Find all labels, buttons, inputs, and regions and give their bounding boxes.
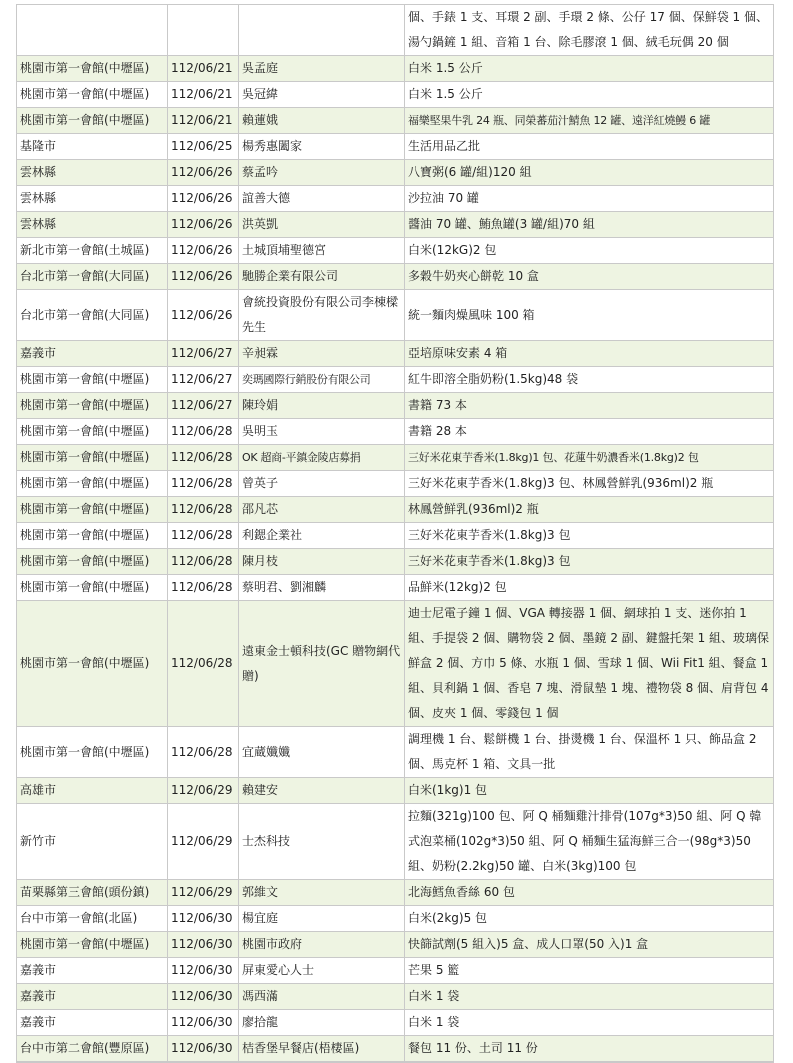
donor-cell — [239, 1062, 405, 1063]
table-row — [17, 601, 774, 727]
donor-cell: 洪英凱 — [239, 212, 405, 238]
item-cell: 三好米花東芋香米(1.8kg)3 包、林鳳營鮮乳(936ml)2 瓶 — [405, 471, 774, 497]
item-cell: 亞培原味安素 4 箱 — [405, 341, 774, 367]
table-row — [17, 5, 774, 56]
unit-cell: 桃園市第一會館(中壢區) — [17, 727, 168, 778]
item-cell: 芒果 5 籃 — [405, 958, 774, 984]
donor-cell: 吳冠緯 — [239, 82, 405, 108]
donor-cell: 蔡孟吟 — [239, 160, 405, 186]
table-row — [17, 341, 774, 367]
donor-cell: 會統投資股份有限公司李棟樑先生 — [239, 290, 405, 341]
table-row — [17, 419, 774, 445]
date-cell: 112/06/27 — [168, 341, 239, 367]
donor-cell: 桃園市政府 — [239, 932, 405, 958]
unit-cell — [17, 1062, 168, 1063]
donor-cell: 曾英子 — [239, 471, 405, 497]
unit-cell: 新北市第一會館(土城區) — [17, 238, 168, 264]
table-row — [17, 778, 774, 804]
item-cell: 餐包 11 份、土司 11 份 — [405, 1036, 774, 1062]
table-row — [17, 575, 774, 601]
table-row — [17, 932, 774, 958]
item-cell: 白米 1.5 公斤 — [405, 56, 774, 82]
table-row — [17, 727, 774, 778]
item-cell: 迪士尼電子鐘 1 個、VGA 轉接器 1 個、網球拍 1 支、迷你拍 1 組、手提袋 2 個、購物袋 2 個、墨鏡 2 副、鍵盤托架 1 組、玻璃保鮮盒 2 個、方巾 5 條、水瓶 1 個、雪球 1 個、Wii Fit1 組、餐盒 1 組、貝利鍋 1 個、香皂 7 塊、滑鼠墊 1 塊、禮物袋 8 個、肩背包 4 個、皮夾 1 個、零錢包 1 個 — [405, 601, 774, 727]
item-cell — [405, 1062, 774, 1063]
table-row — [17, 264, 774, 290]
item-cell: 醬油 70 罐、鮪魚罐(3 罐/組)70 組 — [405, 212, 774, 238]
date-cell: 112/06/27 — [168, 367, 239, 393]
item-cell: 白米 1.5 公斤 — [405, 82, 774, 108]
donor-cell: 遠東金士頓科技(GC 贈物網代贈) — [239, 601, 405, 727]
date-cell: 112/06/28 — [168, 471, 239, 497]
item-cell: 調理機 1 台、鬆餅機 1 台、掛燙機 1 台、保溫杯 1 只、飾品盒 2 個、馬克杯 1 箱、文具一批 — [405, 727, 774, 778]
date-cell: 112/06/26 — [168, 212, 239, 238]
item-cell: 三好米花東芋香米(1.8kg)3 包 — [405, 549, 774, 575]
date-cell: 112/06/26 — [168, 160, 239, 186]
donor-cell: 辛昶霖 — [239, 341, 405, 367]
unit-cell: 台中市第一會館(北區) — [17, 906, 168, 932]
donor-cell: 郭維文 — [239, 880, 405, 906]
item-cell: 書籍 28 本 — [405, 419, 774, 445]
unit-cell: 桃園市第一會館(中壢區) — [17, 393, 168, 419]
donor-cell: 吳明玉 — [239, 419, 405, 445]
unit-cell: 桃園市第一會館(中壢區) — [17, 471, 168, 497]
item-cell: 北海鱈魚香絲 60 包 — [405, 880, 774, 906]
unit-cell: 台中市第二會館(豐原區) — [17, 1036, 168, 1062]
table-row — [17, 1010, 774, 1036]
table-row — [17, 906, 774, 932]
table-row — [17, 804, 774, 880]
table-row — [17, 238, 774, 264]
unit-cell: 桃園市第一會館(中壢區) — [17, 601, 168, 727]
date-cell: 112/06/28 — [168, 445, 239, 471]
item-cell: 沙拉油 70 罐 — [405, 186, 774, 212]
table-row — [17, 497, 774, 523]
date-cell: 112/06/28 — [168, 497, 239, 523]
item-cell: 統一麵肉燥風味 100 箱 — [405, 290, 774, 341]
donation-table — [16, 4, 774, 1063]
donor-cell: 賴建安 — [239, 778, 405, 804]
unit-cell: 桃園市第一會館(中壢區) — [17, 367, 168, 393]
date-cell: 112/06/29 — [168, 880, 239, 906]
date-cell: 112/06/28 — [168, 727, 239, 778]
date-cell: 112/06/30 — [168, 958, 239, 984]
donor-cell: 宜蔵孅孅 — [239, 727, 405, 778]
item-cell: 拉麵(321g)100 包、阿 Q 桶麵雞汁排骨(107g*3)50 組、阿 Q 韓式泡菜桶(102g*3)50 組、阿 Q 桶麵生猛海鮮三合一(98g*3)50 組、奶粉(2.2kg)50 罐、白米(3kg)100 包 — [405, 804, 774, 880]
unit-cell: 桃園市第一會館(中壢區) — [17, 549, 168, 575]
date-cell: 112/06/27 — [168, 393, 239, 419]
date-cell: 112/06/26 — [168, 186, 239, 212]
date-cell: 112/06/30 — [168, 1036, 239, 1062]
date-cell: 112/06/26 — [168, 238, 239, 264]
date-cell: 112/06/25 — [168, 134, 239, 160]
date-cell: 112/06/30 — [168, 1010, 239, 1036]
unit-cell: 嘉義市 — [17, 1010, 168, 1036]
table-row — [17, 108, 774, 134]
donation-table-body — [17, 5, 774, 1063]
date-cell: 112/06/30 — [168, 906, 239, 932]
donor-cell: 馳勝企業有限公司 — [239, 264, 405, 290]
item-cell: 白米(1kg)1 包 — [405, 778, 774, 804]
unit-cell: 桃園市第一會館(中壢區) — [17, 82, 168, 108]
donor-cell: 陳玲娟 — [239, 393, 405, 419]
item-cell: 白米 1 袋 — [405, 984, 774, 1010]
donor-cell: 利鍶企業社 — [239, 523, 405, 549]
item-cell: 白米(12kG)2 包 — [405, 238, 774, 264]
unit-cell: 桃園市第一會館(中壢區) — [17, 932, 168, 958]
table-row — [17, 393, 774, 419]
date-cell: 112/06/26 — [168, 290, 239, 341]
date-cell — [168, 1062, 239, 1063]
date-cell: 112/06/28 — [168, 523, 239, 549]
item-cell: 白米(2kg)5 包 — [405, 906, 774, 932]
item-cell: 三好米花東芋香米(1.8kg)3 包 — [405, 523, 774, 549]
donor-cell: 桔香堡早餐店(梧棲區) — [239, 1036, 405, 1062]
unit-cell: 基隆市 — [17, 134, 168, 160]
unit-cell: 高雄市 — [17, 778, 168, 804]
unit-cell: 桃園市第一會館(中壢區) — [17, 523, 168, 549]
donor-cell: 賴蓮娥 — [239, 108, 405, 134]
donor-cell: 誼善大德 — [239, 186, 405, 212]
table-row — [17, 958, 774, 984]
donor-cell: 土城頂埔聖德宮 — [239, 238, 405, 264]
item-cell: 林鳳營鮮乳(936ml)2 瓶 — [405, 497, 774, 523]
date-cell: 112/06/21 — [168, 108, 239, 134]
donor-cell: 蔡明君、劉湘麟 — [239, 575, 405, 601]
unit-cell: 雲林縣 — [17, 160, 168, 186]
date-cell: 112/06/26 — [168, 264, 239, 290]
table-row — [17, 984, 774, 1010]
item-cell: 個、手錶 1 支、耳環 2 副、手環 2 條、公仔 17 個、保鮮袋 1 個、湯勺鍋鏟 1 組、音箱 1 台、除毛膠滾 1 個、絨毛玩偶 20 個 — [405, 5, 774, 56]
date-cell: 112/06/28 — [168, 601, 239, 727]
unit-cell: 桃園市第一會館(中壢區) — [17, 56, 168, 82]
donor-cell: OK 超商-平鎮金陵店募捐 — [239, 445, 405, 471]
table-row — [17, 367, 774, 393]
item-cell: 三好米花東芋香米(1.8kg)1 包、花蓮牛奶濃香米(1.8kg)2 包 — [405, 445, 774, 471]
unit-cell — [17, 5, 168, 56]
date-cell: 112/06/21 — [168, 56, 239, 82]
table-row — [17, 160, 774, 186]
unit-cell: 嘉義市 — [17, 341, 168, 367]
date-cell: 112/06/28 — [168, 575, 239, 601]
table-row — [17, 82, 774, 108]
donor-cell: 屏東愛心人士 — [239, 958, 405, 984]
date-cell: 112/06/28 — [168, 549, 239, 575]
table-row — [17, 523, 774, 549]
donor-cell: 楊宜庭 — [239, 906, 405, 932]
unit-cell: 桃園市第一會館(中壢區) — [17, 108, 168, 134]
item-cell: 八寶粥(6 罐/組)120 組 — [405, 160, 774, 186]
date-cell: 112/06/29 — [168, 778, 239, 804]
unit-cell: 台北市第一會館(大同區) — [17, 264, 168, 290]
donor-cell: 馮西滿 — [239, 984, 405, 1010]
date-cell: 112/06/29 — [168, 804, 239, 880]
date-cell — [168, 5, 239, 56]
donor-cell: 吳孟庭 — [239, 56, 405, 82]
table-row — [17, 471, 774, 497]
donor-cell: 士杰科技 — [239, 804, 405, 880]
date-cell: 112/06/30 — [168, 932, 239, 958]
item-cell: 快篩試劑(5 組入)5 盒、成人口罩(50 入)1 盒 — [405, 932, 774, 958]
unit-cell: 桃園市第一會館(中壢區) — [17, 419, 168, 445]
unit-cell: 苗栗縣第三會館(頭份鎮) — [17, 880, 168, 906]
unit-cell: 桃園市第一會館(中壢區) — [17, 497, 168, 523]
unit-cell: 雲林縣 — [17, 186, 168, 212]
unit-cell: 嘉義市 — [17, 958, 168, 984]
item-cell: 品鮮米(12kg)2 包 — [405, 575, 774, 601]
item-cell: 生活用品乙批 — [405, 134, 774, 160]
table-row — [17, 186, 774, 212]
donor-cell: 楊秀惠闔家 — [239, 134, 405, 160]
item-cell: 紅牛即溶全脂奶粉(1.5kg)48 袋 — [405, 367, 774, 393]
donor-cell: 陳月枝 — [239, 549, 405, 575]
unit-cell: 桃園市第一會館(中壢區) — [17, 445, 168, 471]
donor-cell: 廖拾龍 — [239, 1010, 405, 1036]
unit-cell: 新竹市 — [17, 804, 168, 880]
donor-cell: 奕瑪國際行銷股份有限公司 — [239, 367, 405, 393]
table-row — [17, 880, 774, 906]
table-row — [17, 1036, 774, 1062]
unit-cell: 嘉義市 — [17, 984, 168, 1010]
donor-cell: 邵凡芯 — [239, 497, 405, 523]
table-row — [17, 549, 774, 575]
unit-cell: 台北市第一會館(大同區) — [17, 290, 168, 341]
unit-cell: 桃園市第一會館(中壢區) — [17, 575, 168, 601]
item-cell: 書籍 73 本 — [405, 393, 774, 419]
table-row — [17, 1062, 774, 1063]
table-row — [17, 290, 774, 341]
date-cell: 112/06/30 — [168, 984, 239, 1010]
table-row — [17, 56, 774, 82]
donor-cell — [239, 5, 405, 56]
date-cell: 112/06/28 — [168, 419, 239, 445]
date-cell: 112/06/21 — [168, 82, 239, 108]
item-cell: 白米 1 袋 — [405, 1010, 774, 1036]
table-row — [17, 134, 774, 160]
table-row — [17, 445, 774, 471]
table-row — [17, 212, 774, 238]
unit-cell: 雲林縣 — [17, 212, 168, 238]
item-cell: 多穀牛奶夾心餅乾 10 盒 — [405, 264, 774, 290]
item-cell: 福樂堅果牛乳 24 瓶、同榮蕃茄汁鯖魚 12 罐、遠洋紅燒鰻 6 罐 — [405, 108, 774, 134]
